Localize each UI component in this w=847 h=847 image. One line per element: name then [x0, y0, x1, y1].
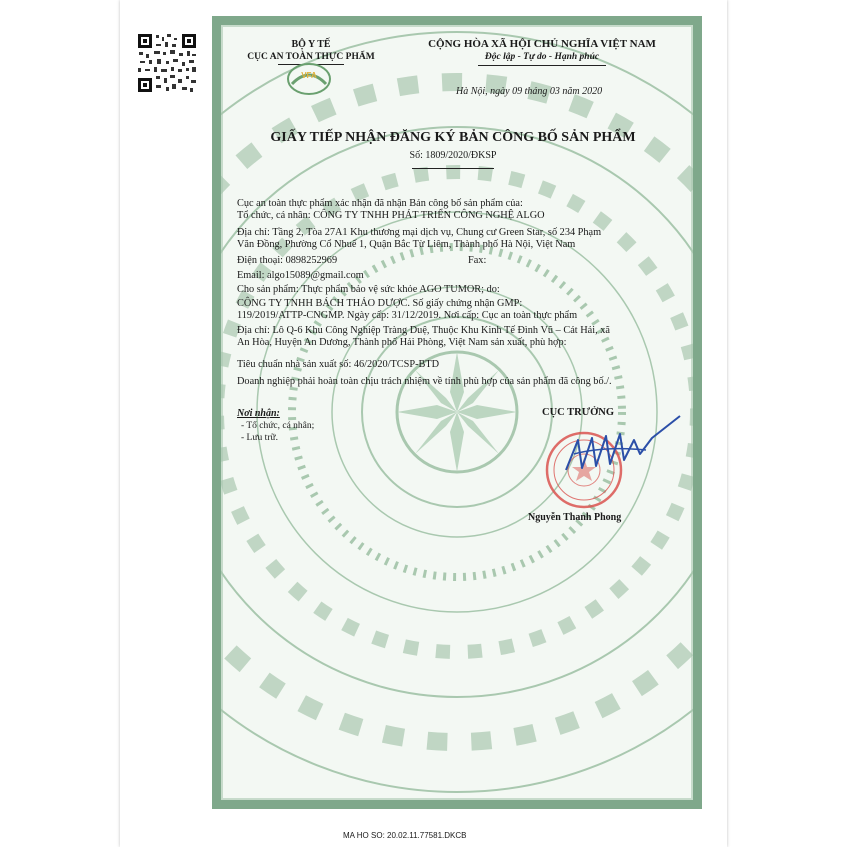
- agency-name: CỤC AN TOÀN THỰC PHẨM: [247, 52, 375, 62]
- document-title: GIẤY TIẾP NHẬN ĐĂNG KÝ BẢN CÔNG BỐ SẢN PHẨM: [270, 130, 636, 145]
- document-number: Số: 1809/2020/ĐKSP: [409, 150, 497, 161]
- responsibility-line: Doanh nghiệp phải hoàn toàn chịu trách nhiệm về tính phù hợp của sản phẩm đã công bố./.: [237, 376, 612, 387]
- vfa-logo: [286, 62, 332, 96]
- republic-name: CỘNG HÒA XÃ HỘI CHỦ NGHĨA VIỆT NAM: [428, 38, 656, 50]
- gmp-line: 119/2019/ATTP-CNGMP. Ngày cấp: 31/12/2019. Nơi cấp: Cục an toàn thực phẩm: [237, 310, 578, 321]
- national-motto: Độc lập - Tự do - Hạnh phúc: [484, 52, 600, 62]
- title-underline: [412, 168, 494, 169]
- recipients-label: Nơi nhận:: [237, 408, 280, 419]
- standard-line: Tiêu chuẩn nhà sản xuất số: 46/2020/TCSP-BTD: [237, 359, 440, 370]
- republic-header: [402, 38, 682, 64]
- manufacturer-address-line2: An Hòa, Huyện An Dương, Thành phố Hải Phòng, Việt Nam sản xuất, phù hợp:: [237, 337, 567, 348]
- handwritten-signature: [556, 410, 686, 490]
- recipient-item: - Tổ chức, cá nhân;: [241, 421, 315, 431]
- product-line: Cho sản phẩm: Thực phẩm bảo vệ sức khỏe AGO TUMOR; do:: [237, 284, 500, 295]
- ministry-name: BỘ Y TẾ: [291, 39, 331, 50]
- dossier-code: MA HO SO: 20.02.11.77581.DKCB: [343, 831, 467, 840]
- manufacturer-line: CÔNG TY TNHH BÁCH THẢO DƯỢC. Số giấy chứng nhận GMP:: [237, 298, 523, 309]
- applicant-email: Email: algo15089@gmail.com: [237, 270, 364, 281]
- recipient-item: - Lưu trữ.: [241, 433, 278, 443]
- applicant-fax: Fax:: [468, 255, 487, 266]
- qr-code: [136, 32, 198, 94]
- body-intro: Cục an toàn thực phẩm xác nhận đã nhận Bản công bố sản phẩm của:: [237, 198, 523, 209]
- applicant-phone: Điện thoại: 0898252969: [237, 255, 338, 266]
- svg-text:VFA: VFA: [301, 71, 317, 80]
- ministry-header: [236, 38, 386, 64]
- applicant-address-line2: Văn Đồng, Phường Cổ Nhuế 1, Quận Bắc Từ Liêm, Thành phố Hà Nội, Việt Nam: [237, 239, 576, 250]
- issue-date: Hà Nội, ngày 09 tháng 03 năm 2020: [456, 86, 603, 97]
- applicant-org: Tổ chức, cá nhân: CÔNG TY TNHH PHÁT TRIỂN CÔNG NGHỆ ALGO: [237, 210, 545, 221]
- motto-underline: [478, 65, 606, 66]
- applicant-address-line1: Địa chỉ: Tầng 2, Tòa 27A1 Khu thương mại dịch vụ, Chung cư Green Star, số 234 Phạm: [237, 227, 602, 238]
- signatory-title: CỤC TRƯỞNG: [542, 407, 615, 418]
- signatory-name: Nguyễn Thanh Phong: [528, 512, 622, 523]
- manufacturer-address-line1: Địa chỉ: Lô Q-6 Khu Công Nghiệp Tràng Duệ, Thuộc Khu Kinh Tế Đình Vũ – Cát Hải, xã: [237, 325, 610, 336]
